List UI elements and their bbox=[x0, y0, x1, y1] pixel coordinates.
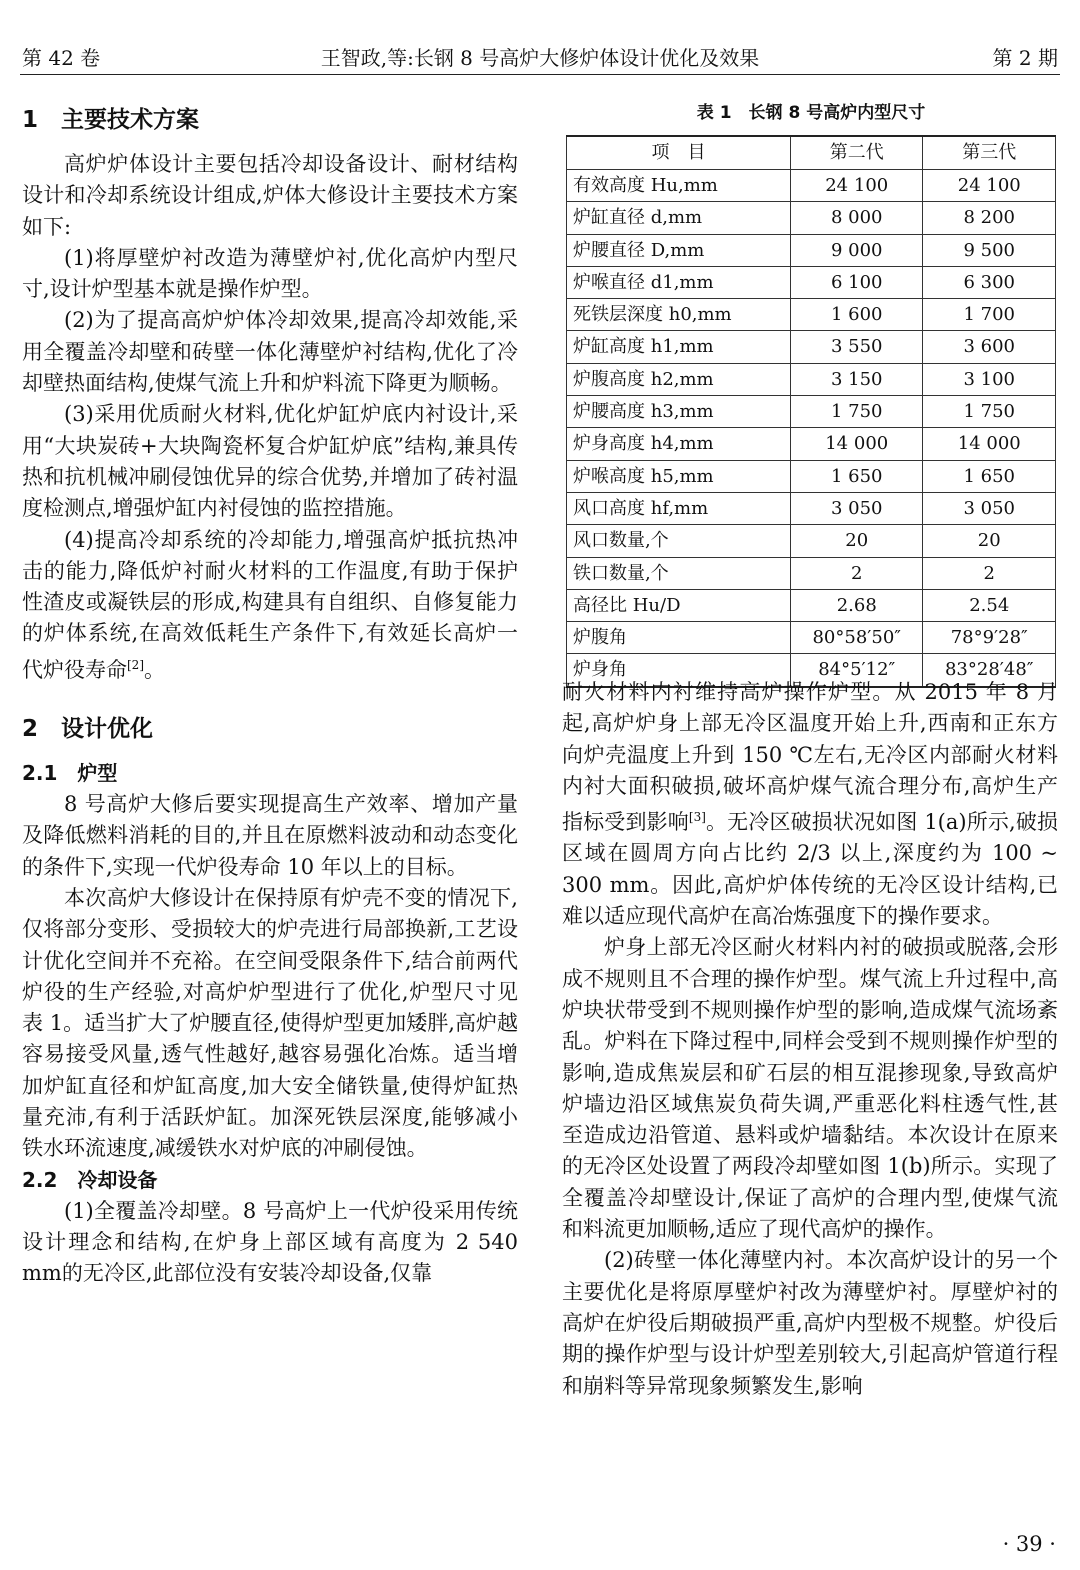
table-cell: 1 750 bbox=[790, 396, 923, 428]
row-label: 有效高度 Hu,mm bbox=[567, 170, 791, 202]
table-row bbox=[567, 428, 1056, 460]
dimensions-table bbox=[566, 135, 1056, 688]
paragraph-text: (4)提高冷却系统的冷却能力,增强高炉抵抗热冲击的能力,降低炉衬耐火材料的工作温度,有助于保护性渣皮或凝铁层的形成,构建具有自组织、自修复能力的炉体系统,在高效低耗生产条件下,有效延长高炉一代炉役寿命 bbox=[22, 527, 518, 682]
paragraph: 高炉炉体设计主要包括冷却设备设计、耐材结构设计和冷却系统设计组成,炉体大修设计主要技术方案如下: bbox=[22, 152, 518, 239]
table-row bbox=[567, 234, 1056, 266]
row-label: 死铁层深度 h0,mm bbox=[567, 299, 791, 331]
table-cell: 3 150 bbox=[790, 363, 923, 395]
row-label: 炉腰高度 h3,mm bbox=[567, 396, 791, 428]
table-row bbox=[567, 202, 1056, 234]
paragraph: (1)将厚壁炉衬改造为薄壁炉衬,优化高炉内型尺寸,设计炉型基本就是操作炉型。 bbox=[22, 245, 518, 302]
row-label: 炉腹角 bbox=[567, 622, 791, 654]
row-label: 炉喉直径 d1,mm bbox=[567, 266, 791, 298]
subsection-2-2-heading: 2.2 冷却设备 bbox=[22, 1167, 158, 1192]
row-label: 炉身高度 h4,mm bbox=[567, 428, 791, 460]
row-label: 高径比 Hu/D bbox=[567, 589, 791, 621]
table-row bbox=[567, 557, 1056, 589]
paragraph bbox=[562, 677, 1058, 932]
row-label: 炉腰直径 D,mm bbox=[567, 234, 791, 266]
table-cell: 20 bbox=[790, 525, 923, 557]
paragraph: 炉身上部无冷区耐火材料内衬的破损或脱落,会形成不规则且不合理的操作炉型。煤气流上升过程中,高炉块状带受到不规则操作炉型的影响,造成煤气流场紊乱。炉料在下降过程中,同样会受到不规则操作炉型的影响,造成焦炭层和矿石层的相互混掺现象,导致高炉炉墙边沿区域焦炭负荷失调,严重恶化料柱透气性,甚至造成边沿管道、悬料或炉墙黏结。本次设计在原来的无冷区处设置了两段冷却壁如图 1(b)所示。实现了全覆盖冷却壁设计,保证了高炉的合理内型,使煤气流和料流更加顺畅,适应了现代高炉的操作。 bbox=[562, 935, 1058, 1242]
left-column bbox=[22, 97, 518, 1290]
table-cell: 3 050 bbox=[790, 492, 923, 524]
column-header: 第二代 bbox=[790, 136, 923, 170]
table-cell: 1 700 bbox=[923, 299, 1056, 331]
row-label: 炉腹高度 h2,mm bbox=[567, 363, 791, 395]
table-row bbox=[567, 331, 1056, 363]
table-row bbox=[567, 460, 1056, 492]
paragraph bbox=[22, 525, 518, 686]
table-header-row bbox=[567, 136, 1056, 170]
table-row bbox=[567, 622, 1056, 654]
table-cell: 20 bbox=[923, 525, 1056, 557]
row-label: 铁口数量,个 bbox=[567, 557, 791, 589]
table-row bbox=[567, 266, 1056, 298]
table-cell: 9 000 bbox=[790, 234, 923, 266]
table-cell: 24 100 bbox=[790, 170, 923, 202]
citation-ref: [3] bbox=[688, 810, 706, 825]
section-2-heading: 2 设计优化 bbox=[22, 716, 154, 743]
table-cell: 9 500 bbox=[923, 234, 1056, 266]
table-cell: 83°28′48″ bbox=[923, 654, 1056, 687]
table-row bbox=[567, 492, 1056, 524]
table-cell: 2 bbox=[790, 557, 923, 589]
table-row bbox=[567, 363, 1056, 395]
table-cell: 1 750 bbox=[923, 396, 1056, 428]
table-cell: 1 650 bbox=[923, 460, 1056, 492]
table-cell: 80°58′50″ bbox=[790, 622, 923, 654]
paragraph: (1)全覆盖冷却壁。8 号高炉上一代炉役采用传统设计理念和结构,在炉身上部区域有高度为 2 540 mm的无冷区,此部位没有安装冷却设备,仅靠 bbox=[22, 1198, 518, 1286]
column-header: 项 目 bbox=[567, 136, 791, 170]
table-row bbox=[567, 170, 1056, 202]
section-1-heading: 1 主要技术方案 bbox=[22, 107, 200, 133]
table-cell: 1 650 bbox=[790, 460, 923, 492]
right-column bbox=[562, 677, 1058, 1402]
paragraph: 本次高炉大修设计在保持原有炉壳不变的情况下,仅将部分变形、受损较大的炉壳进行局部换新,工艺设计优化空间并不充裕。在空间受限条件下,结合前两代炉役的生产经验,对高炉炉型进行了优化,炉型尺寸见表 1。适当扩大了炉腰直径,使得炉型更加矮胖,高炉越容易接受风量,透气性越好,越容易强化冶炼。适当增加炉缸直径和炉缸高度,加大安全储铁量,使得炉缸热量充沛,有利于活跃炉缸。加深死铁层深度,能够减小铁水环流速度,减缓铁水对炉底的冲刷侵蚀。 bbox=[22, 885, 518, 1161]
row-label: 炉缸直径 d,mm bbox=[567, 202, 791, 234]
table-cell: 8 000 bbox=[790, 202, 923, 234]
table-cell: 3 100 bbox=[923, 363, 1056, 395]
header-title: 王智政,等:长钢 8 号高炉大修炉体设计优化及效果 bbox=[320, 46, 760, 70]
table-cell: 8 200 bbox=[923, 202, 1056, 234]
table-cell: 14 000 bbox=[790, 428, 923, 460]
table-cell: 24 100 bbox=[923, 170, 1056, 202]
paragraph: 8 号高炉大修后要实现提高生产效率、增加产量及降低燃料消耗的目的,并且在原燃料波动和动态变化的条件下,实现一代炉役寿命 10 年以上的目标。 bbox=[22, 792, 518, 879]
paragraph: (2)砖壁一体化薄壁内衬。本次高炉设计的另一个主要优化是将原厚壁炉衬改为薄壁炉衬。厚壁炉衬的高炉在炉役后期破损严重,高炉内型极不规整。炉役后期的操作炉型与设计炉型差别较大,引起高炉管道行程和崩料等异常现象频繁发生,影响 bbox=[562, 1248, 1058, 1398]
row-label: 炉身角 bbox=[567, 654, 791, 687]
paragraph-text: 耐火材料内衬维持高炉操作炉型。从 2015 年 8 月起,高炉炉身上部无冷区温度开始上升,西南和正东方向炉壳温度上升到 150 ℃左右,无冷区内部耐火材料内衬大面积破损,破坏高炉煤气流合理分布,高炉生产指标受到影响 bbox=[562, 680, 1058, 835]
row-label: 炉喉高度 h5,mm bbox=[567, 460, 791, 492]
table-cell: 78°9′28″ bbox=[923, 622, 1056, 654]
table-cell: 3 600 bbox=[923, 331, 1056, 363]
table-cell: 1 600 bbox=[790, 299, 923, 331]
table-cell: 3 050 bbox=[923, 492, 1056, 524]
paragraph-text: 。无冷区破损状况如图 1(a)所示,破损区域在圆周方向占比约 2/3 以上,深度约为 100 ~ 300 mm。因此,高炉炉体传统的无冷区设计结构,已难以适应现代高炉在高冶炼强度下的操作要求。 bbox=[562, 810, 1059, 929]
running-header bbox=[0, 0, 1080, 76]
table-cell: 6 100 bbox=[790, 266, 923, 298]
paragraph: (3)采用优质耐火材料,优化炉缸炉底内衬设计,采用“大块炭砖+大块陶瓷杯复合炉缸炉底”结构,兼具传热和抗机械冲刷侵蚀优异的综合优势,并增加了砖衬温度检测点,增强炉缸内衬侵蚀的监控措施。 bbox=[22, 402, 518, 521]
column-header: 第三代 bbox=[923, 136, 1056, 170]
page-number: · 39 · bbox=[1002, 1532, 1056, 1556]
header-rule bbox=[20, 74, 1060, 75]
row-label: 炉缸高度 h1,mm bbox=[567, 331, 791, 363]
table-cell: 14 000 bbox=[923, 428, 1056, 460]
table-block bbox=[566, 97, 1056, 688]
table-row bbox=[567, 396, 1056, 428]
volume-label: 第 42 卷 bbox=[22, 46, 101, 70]
subsection-2-1-heading: 2.1 炉型 bbox=[22, 761, 118, 786]
table-cell: 2 bbox=[923, 557, 1056, 589]
citation-ref: [2] bbox=[127, 657, 144, 672]
row-label: 风口高度 hf,mm bbox=[567, 492, 791, 524]
table-cell: 84°5′12″ bbox=[790, 654, 923, 687]
row-label: 风口数量,个 bbox=[567, 525, 791, 557]
table-row bbox=[567, 299, 1056, 331]
issue-label: 第 2 期 bbox=[992, 46, 1058, 70]
table-cell: 2.68 bbox=[790, 589, 923, 621]
table-cell: 6 300 bbox=[923, 266, 1056, 298]
table-row bbox=[567, 525, 1056, 557]
table-caption: 表 1 长钢 8 号高炉内型尺寸 bbox=[696, 103, 926, 123]
table-cell: 3 550 bbox=[790, 331, 923, 363]
table-row bbox=[567, 589, 1056, 621]
paragraph-end: 。 bbox=[144, 657, 165, 682]
table-cell: 2.54 bbox=[923, 589, 1056, 621]
paragraph: (2)为了提高高炉炉体冷却效果,提高冷却效能,采用全覆盖冷却壁和砖壁一体化薄壁炉衬结构,优化了冷却壁热面结构,使煤气流上升和炉料流下降更为顺畅。 bbox=[22, 308, 518, 396]
